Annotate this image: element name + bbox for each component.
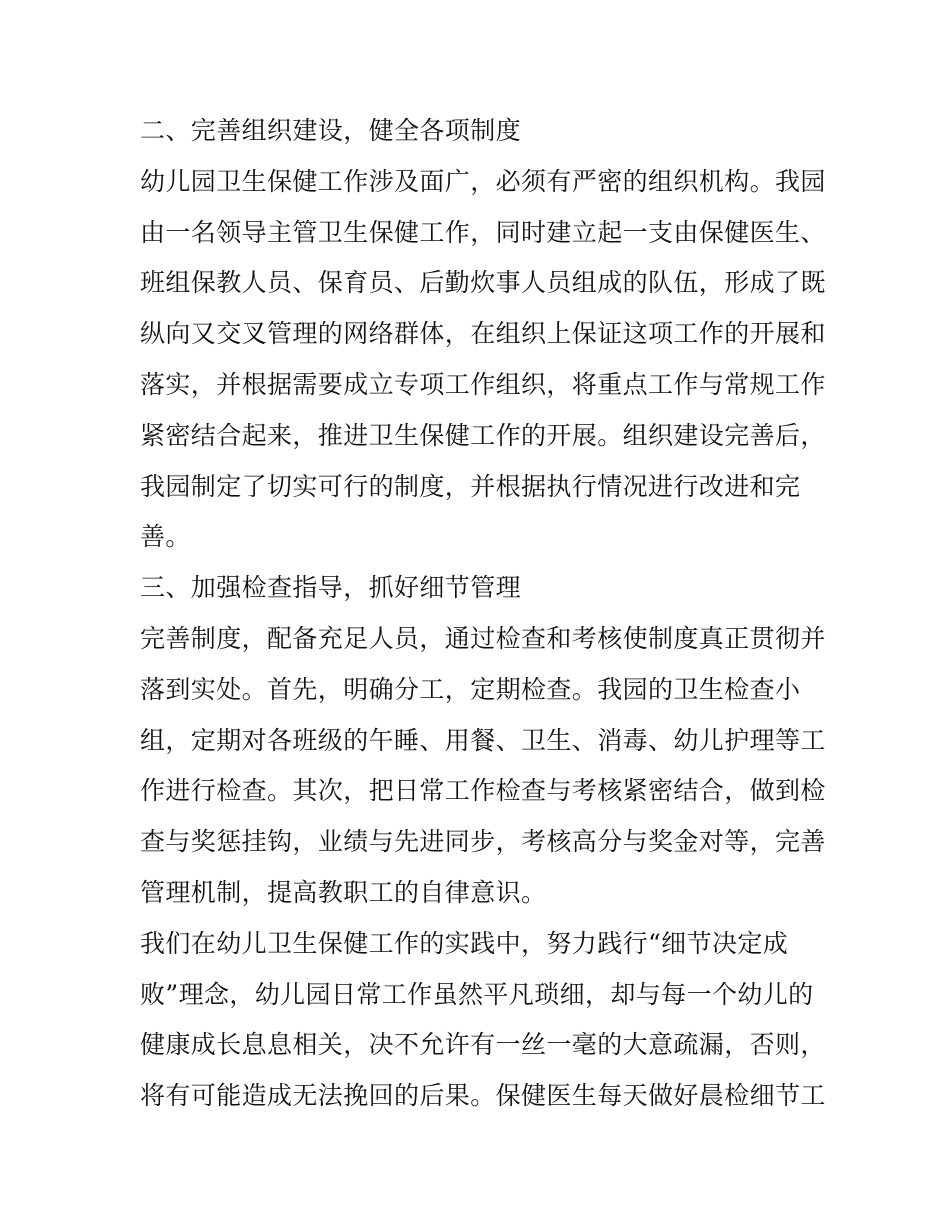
paragraph-line: 将有可能造成无法挽回的后果。保健医生每天做好晨检细节工 (140, 1081, 826, 1111)
paragraph-line: 查与奖惩挂钩，业绩与先进同步，考核高分与奖金对等，完善 (140, 827, 826, 857)
section-heading-3: 三、加强检查指导，抓好细节管理 (140, 573, 522, 603)
paragraph-line: 作进行检查。其次，把日常工作检查与考核紧密结合，做到检 (140, 776, 826, 806)
paragraph-line: 幼儿园卫生保健工作涉及面广，必须有严密的组织机构。我园 (140, 166, 826, 196)
paragraph-line: 我们在幼儿卫生保健工作的实践中，努力践行“细节决定成 (140, 928, 789, 958)
paragraph-line: 完善制度，配备充足人员，通过检查和考核使制度真正贯彻并 (140, 623, 826, 653)
paragraph-line: 由一名领导主管卫生保健工作，同时建立起一支由保健医生、 (140, 217, 826, 247)
paragraph-line: 组，定期对各班级的午睡、用餐、卫生、消毒、幼儿护理等工 (140, 725, 826, 755)
document-body (140, 106, 830, 1122)
paragraph-line: 败”理念，幼儿园日常工作虽然平凡琐细，却与每一个幼儿的 (140, 979, 814, 1009)
paragraph-line: 纵向又交叉管理的网络群体，在组织上保证这项工作的开展和 (140, 319, 826, 349)
paragraph-line: 我园制定了切实可行的制度，并根据执行情况进行改进和完 (140, 471, 801, 501)
paragraph-line: 落实，并根据需要成立专项工作组织，将重点工作与常规工作 (140, 369, 826, 399)
paragraph-line: 落到实处。首先，明确分工，定期检查。我园的卫生检查小 (140, 674, 801, 704)
paragraph-line: 健康成长息息相关，决不允许有一丝一毫的大意疏漏，否则， (140, 1030, 826, 1060)
paragraph-line: 善。 (140, 522, 191, 552)
paragraph-line: 管理机制，提高教职工的自律意识。 (140, 877, 547, 907)
paragraph-line: 班组保教人员、保育员、后勤炊事人员组成的队伍，形成了既 (140, 268, 826, 298)
paragraph-line: 紧密结合起来，推进卫生保健工作的开展。组织建设完善后， (140, 420, 826, 450)
section-heading-2: 二、完善组织建设，健全各项制度 (140, 116, 522, 145)
